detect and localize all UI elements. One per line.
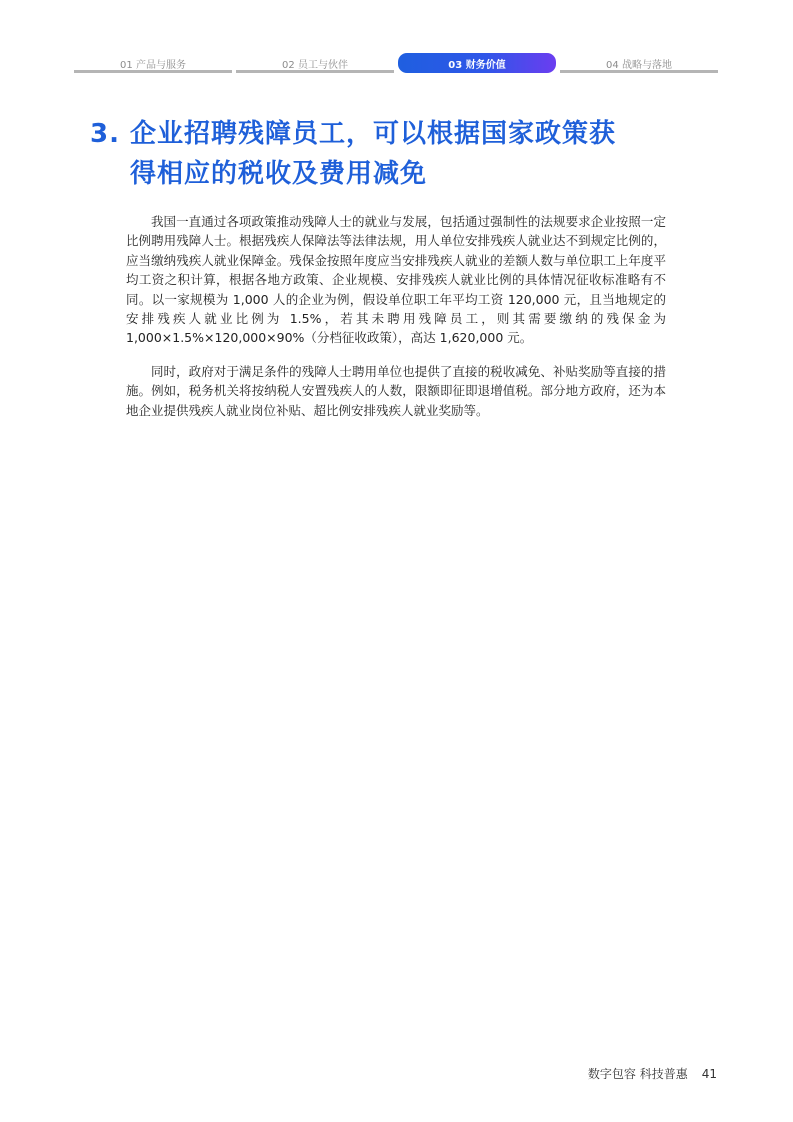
title-text-1: 企业招聘残障员工，可以根据国家政策获	[130, 119, 617, 149]
tab-label: 01 产品与服务	[120, 59, 186, 71]
page-number: 41	[701, 1066, 717, 1081]
tab-financial-value[interactable]	[398, 53, 556, 73]
tab-label: 02 员工与伙伴	[282, 59, 348, 71]
tab-label: 03 财务价值	[448, 59, 506, 71]
title-line-1	[90, 114, 690, 154]
tab-label: 04 战略与落地	[606, 59, 672, 71]
body-content	[126, 212, 666, 434]
page-footer	[588, 1065, 717, 1082]
paragraph-levy: 我国一直通过各项政策推动残障人士的就业与发展，包括通过强制性的法规要求企业按照一定比例聘用残障人士。根据残疾人保障法等法律法规，用人单位安排残疾人就业达不到规定比例的，应当缴纳残疾人就业保障金。残保金按照年度应当安排残疾人就业的差额人数与单位职工上年度平均工资之积计算，根据各地方政策、企业规模、安排残疾人就业比例的具体情况征收标准略有不同。以一家规模为 1,000 人的企业为例，假设单位职工年平均工资 120,000 元，且当地规定的安排残疾人就业比例为 1.5%，若其未聘用残障员工，则其需要缴纳的残保金为 1,000×1.5%×120,000×90%（分档征收政策），高达 1,620,000 元。	[126, 214, 666, 346]
tab-products-services[interactable]	[74, 53, 232, 73]
page-title	[90, 114, 690, 194]
section-number: 3.	[90, 119, 120, 149]
title-text-2: 得相应的税收及费用减免	[130, 159, 428, 189]
publication-name: 数字包容 科技普惠	[587, 1067, 688, 1081]
tab-strategy-implementation[interactable]	[560, 53, 718, 73]
paragraph-tax-relief: 同时，政府对于满足条件的残障人士聘用单位也提供了直接的税收减免、补贴奖励等直接的措施。例如，税务机关将按纳税人安置残疾人的人数，限额即征即退增值税。部分地方政府，还为本地企业提供残疾人就业岗位补贴、超比例安排残疾人就业奖励等。	[126, 363, 666, 418]
section-tab-nav	[74, 53, 718, 73]
tab-employees-partners[interactable]	[236, 53, 394, 73]
